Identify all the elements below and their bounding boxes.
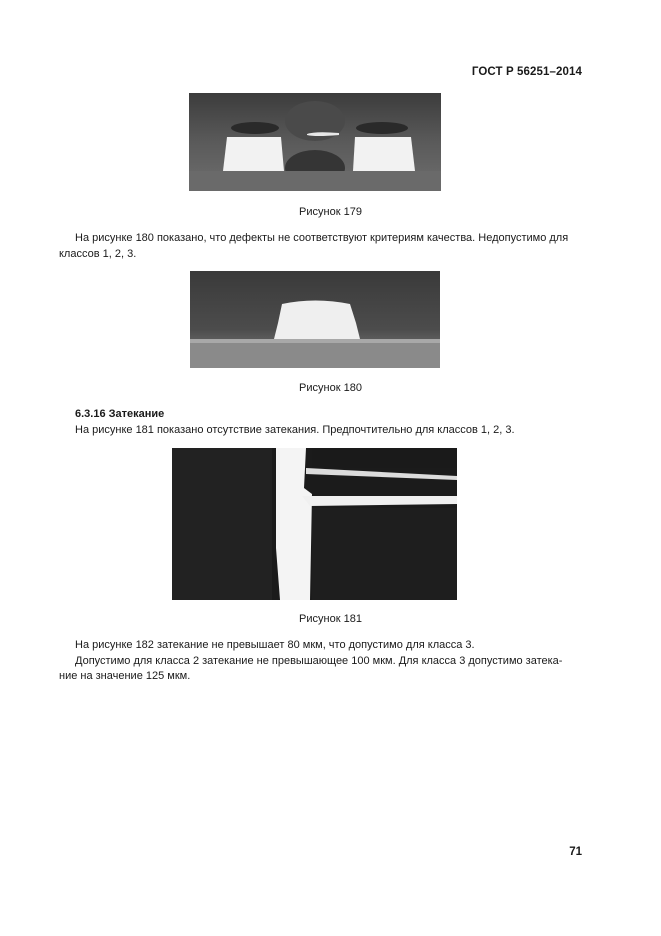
figure-180-image xyxy=(190,271,440,368)
figure-179-caption: Рисунок 179 xyxy=(299,206,362,218)
figure-180-caption: Рисунок 180 xyxy=(299,382,362,394)
section-heading: 6.3.16 Затекание xyxy=(75,408,165,420)
paragraph-line: классов 1, 2, 3. xyxy=(59,247,137,260)
figure-181-caption: Рисунок 181 xyxy=(299,613,362,625)
page-number: 71 xyxy=(569,846,582,858)
section-6-3-16 xyxy=(75,407,583,438)
paragraph-figure-182-description xyxy=(59,638,583,685)
paragraph-line: На рисунке 181 показано отсутствие затекания. Предпочтительно для классов 1, 2, 3. xyxy=(75,423,515,436)
figure-181-image xyxy=(172,448,457,600)
paragraph-line: На рисунке 182 затекание не превышает 80 мкм, что допустимо для класса 3. xyxy=(75,639,475,651)
paragraph-line: На рисунке 180 показано, что дефекты не соответствуют критериям качества. Недопустимо для xyxy=(75,232,569,244)
paragraph-figure-180-description xyxy=(59,231,583,262)
document-header: ГОСТ Р 56251–2014 xyxy=(471,66,582,78)
paragraph-line: Допустимо для класса 2 затекание не превышающее 100 мкм. Для класса 3 допустимо затека- xyxy=(75,654,563,667)
paragraph-line: ние на значение 125 мкм. xyxy=(59,670,191,683)
figure-179-image xyxy=(189,93,441,191)
